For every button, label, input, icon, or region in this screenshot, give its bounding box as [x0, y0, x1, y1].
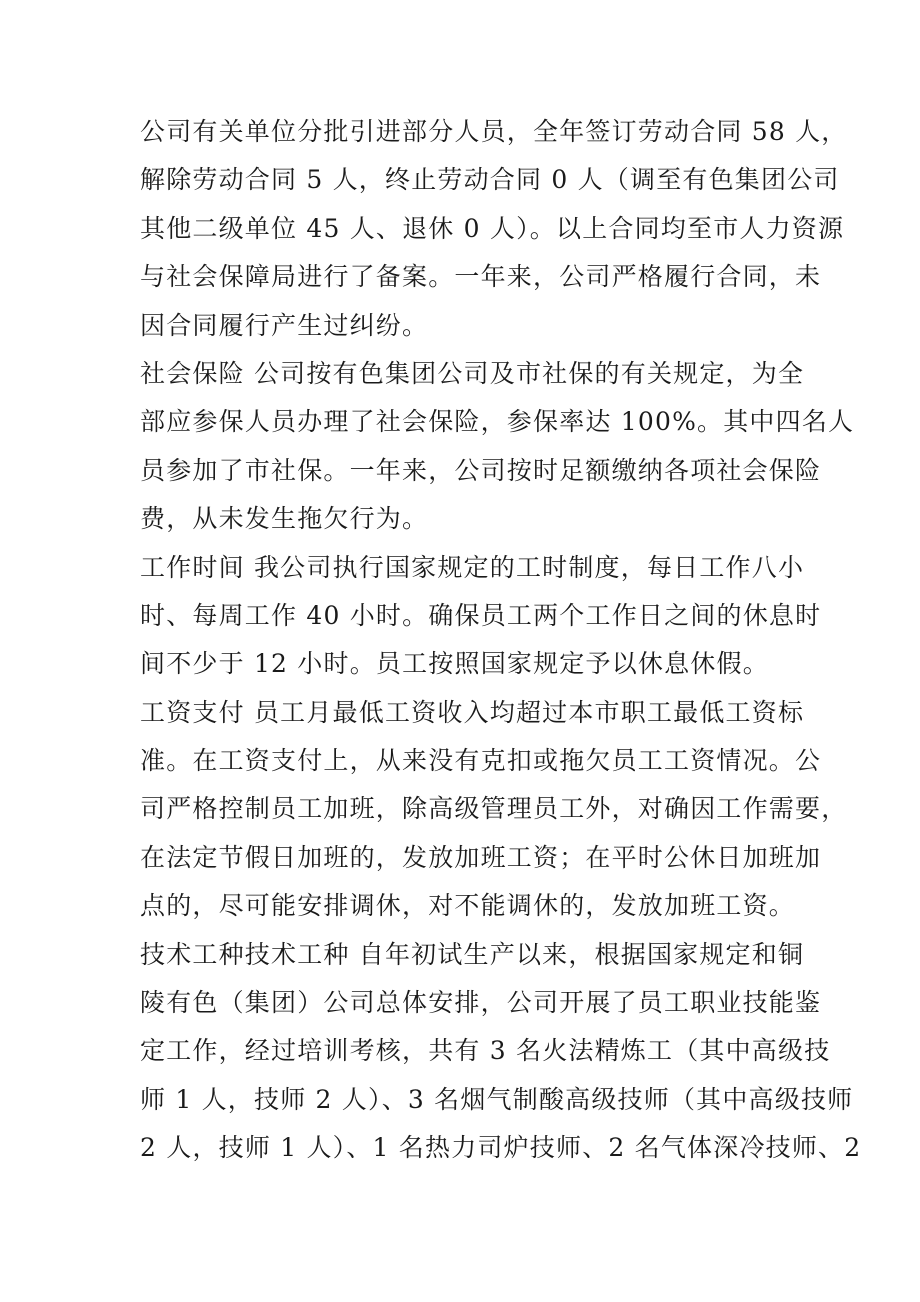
text-line-15: 司严格控制员工加班，除高级管理员工外，对确因工作需要，: [140, 794, 848, 824]
text-line-14: 准。在工资支付上，从来没有克扣或拖欠员工工资情况。公: [140, 746, 822, 776]
text-line-16: 在法定节假日加班的，发放加班工资；在平时公休日加班加: [140, 842, 822, 872]
document-body: [140, 108, 862, 1173]
text-line-20: 定工作，经过培训考核，共有 3 名火法精炼工（其中高级技: [140, 1036, 831, 1066]
text-line-03: 其他二级单位 45 人、退休 0 人）。以上合同均至市人力资源: [140, 213, 845, 243]
text-line-09: 费，从未发生拖欠行为。: [140, 504, 429, 534]
text-line-10: 工作时间 我公司执行国家规定的工时制度，每日工作八小: [140, 552, 805, 582]
text-line-12: 间不少于 12 小时。员工按照国家规定予以休息休假。: [140, 649, 769, 679]
text-line-04: 与社会保障局进行了备案。一年来，公司严格履行合同，未: [140, 262, 822, 292]
text-line-19: 陵有色（集团）公司总体安排，公司开展了员工职业技能鉴: [140, 988, 822, 1018]
text-line-02: 解除劳动合同 5 人，终止劳动合同 0 人（调至有色集团公司: [140, 165, 840, 195]
text-line-22: 2 人，技师 1 人）、1 名热力司炉技师、2 名气体深冷技师、2: [140, 1133, 862, 1163]
text-line-18: 技术工种技术工种 自年初试生产以来，根据国家规定和铜: [140, 939, 805, 969]
text-line-06: 社会保险 公司按有色集团公司及市社保的有关规定，为全: [140, 358, 805, 388]
text-line-17: 点的，尽可能安排调休，对不能调休的，发放加班工资。: [140, 891, 796, 921]
text-line-21: 师 1 人，技师 2 人）、3 名烟气制酸高级技师（其中高级技师: [140, 1084, 854, 1114]
text-line-01: 公司有关单位分批引进部分人员，全年签订劳动合同 58 人，: [140, 117, 848, 146]
text-line-13: 工资支付 员工月最低工资收入均超过本市职工最低工资标: [140, 697, 805, 727]
text-line-11: 时、每周工作 40 小时。确保员工两个工作日之间的休息时: [140, 600, 822, 630]
text-line-05: 因合同履行产生过纠纷。: [140, 310, 429, 340]
text-line-08: 员参加了市社保。一年来，公司按时足额缴纳各项社会保险: [140, 455, 822, 485]
text-line-07: 部应参保人员办理了社会保险，参保率达 100%。其中四名人: [140, 407, 855, 437]
